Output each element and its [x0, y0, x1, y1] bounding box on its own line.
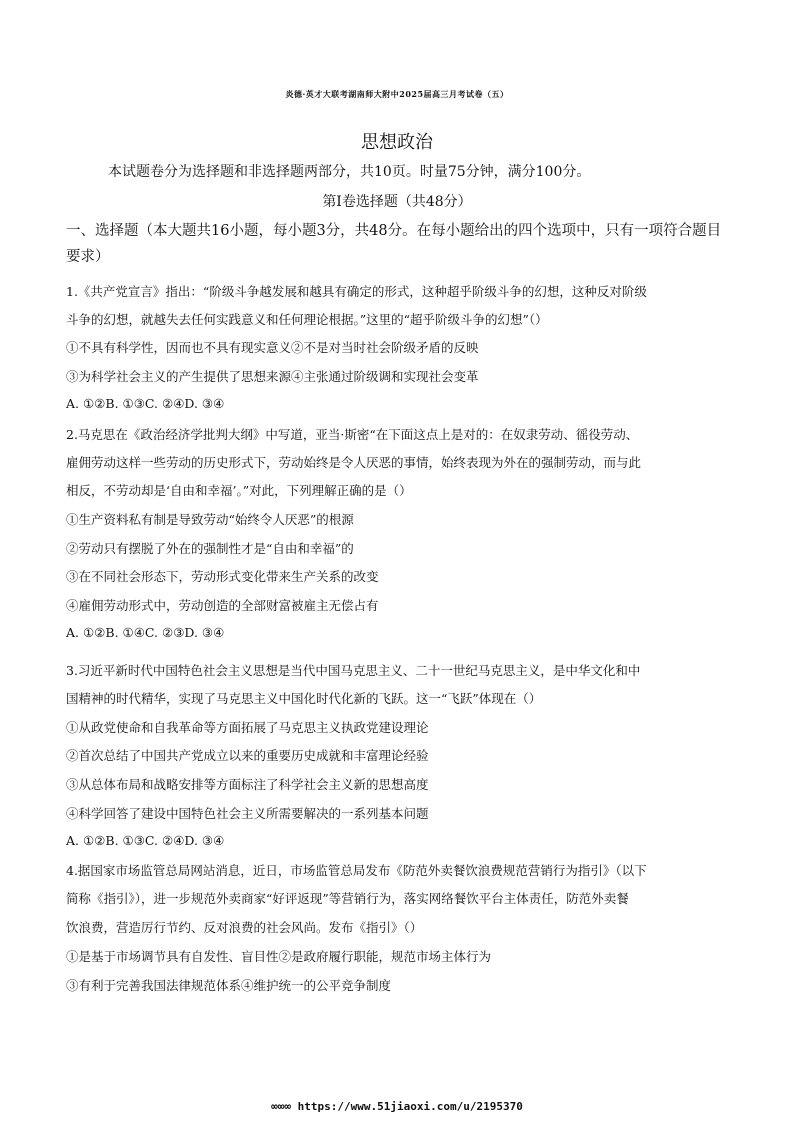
- question-3-stem-line: 3.习近平新时代中国特色社会主义思想是当代中国马克思主义、二十一世纪马克思主义，是中华文化和中: [66, 663, 641, 678]
- question-2-choices: A. ①②B. ①④C. ②③D. ③④: [66, 625, 225, 640]
- question-2-stem-line: 雇佣劳动这样一些劳动的历史形式下，劳动始终是令人厌恶的事情，始终表现为外在的强制劳动，而与此: [66, 455, 642, 470]
- question-2-option: ①生产资料私有制是导致劳动“始终令人厌恶”的根源: [66, 512, 354, 527]
- question-1-choices: A. ①②B. ①③C. ②④D. ③④: [66, 396, 225, 411]
- exam-intro: 本试题卷分为选择题和非选择题两部分，共10页。时量75分钟，满分100分。: [108, 164, 591, 180]
- question-2-stem-line: 相反，不劳动却是‘自由和幸福’。”对此，下列理解正确的是（）: [66, 483, 412, 498]
- question-3-stem-line: 国精神的时代精华，实现了马克思主义中国化时代化新的飞跃。这一“飞跃”体现在（）: [66, 691, 542, 706]
- question-4-stem-line: 简称《指引》），进一步规范外卖商家“好评返现”等营销行为，落实网络餐饮平台主体责任，防范外卖餐: [66, 891, 629, 906]
- question-3-option: ①从政党使命和自我革命等方面拓展了马克思主义执政党建设理论: [66, 720, 429, 735]
- question-2-option: ③在不同社会形态下，劳动形式变化带来生产关系的改变: [66, 569, 379, 584]
- question-3-option: ②首次总结了中国共产党成立以来的重要历史成就和丰富理论经验: [66, 748, 429, 763]
- subject-title: 思想政治: [361, 132, 433, 153]
- question-4-option: ③有利于完善我国法律规范体系④维护统一的公平竞争制度: [66, 978, 392, 993]
- question-1-option: ③为科学社会主义的产生提供了思想来源④主张通过阶级调和实现社会变革: [66, 369, 479, 384]
- question-3-option: ④科学回答了建设中国特色社会主义所需要解决的一系列基本问题: [66, 806, 429, 821]
- question-2-option: ④雇佣劳动形式中，劳动创造的全部财富被雇主无偿占有: [66, 598, 379, 613]
- question-3-choices: A. ①②B. ①③C. ②④D. ③④: [66, 833, 225, 848]
- question-1-stem-line: 斗争的幻想，就越失去任何实践意义和任何理论根据。”这里的“超乎阶级斗争的幻想”（）: [66, 312, 548, 327]
- question-4-stem-line: 饮浪费，营造厉行节约、反对浪费的社会风尚。发布《指引》（）: [66, 920, 423, 935]
- exam-title: 炎德·英才大联考湖南师大附中2025届高三月考试卷（五）: [285, 89, 509, 99]
- question-4-stem-line: 4.据国家市场监管总局网站消息，近日，市场监管总局发布《防范外卖餐饮浪费规范营销行为指引》（以下: [66, 863, 647, 878]
- question-1-option: ①不具有科学性，因而也不具有现实意义②不是对当时社会阶级矛盾的反映: [66, 340, 479, 355]
- question-2-stem-line: 2.马克思在《政治经济学批判大纲》中写道，亚当·斯密“在下面这点上是对的：在奴隶劳动、徭役劳动、: [66, 427, 639, 442]
- section-heading: 一、选择题（本大题共16小题，每小题3分，共48分。在每小题给出的四个选项中，只有一项符合题目要求）: [66, 223, 722, 265]
- question-1-stem-line: 1.《共产党宣言》指出：“阶级斗争越发展和越具有确定的形式，这种超乎阶级斗争的幻想，这种反对阶级: [66, 284, 647, 299]
- question-4-option: ①是基于市场调节具有自发性、盲目性②是政府履行职能，规范市场主体行为: [66, 949, 492, 964]
- source-footer: ∞∞∞ https://www.51jiaoxi.com/u/2195370: [271, 1100, 523, 1113]
- question-3-option: ③从总体布局和战略安排等方面标注了科学社会主义新的思想高度: [66, 777, 429, 792]
- question-2-option: ②劳动只有摆脱了外在的强制性才是“自由和幸福”的: [66, 541, 354, 556]
- part-title: 第Ⅰ卷选择题（共48分）: [322, 194, 472, 210]
